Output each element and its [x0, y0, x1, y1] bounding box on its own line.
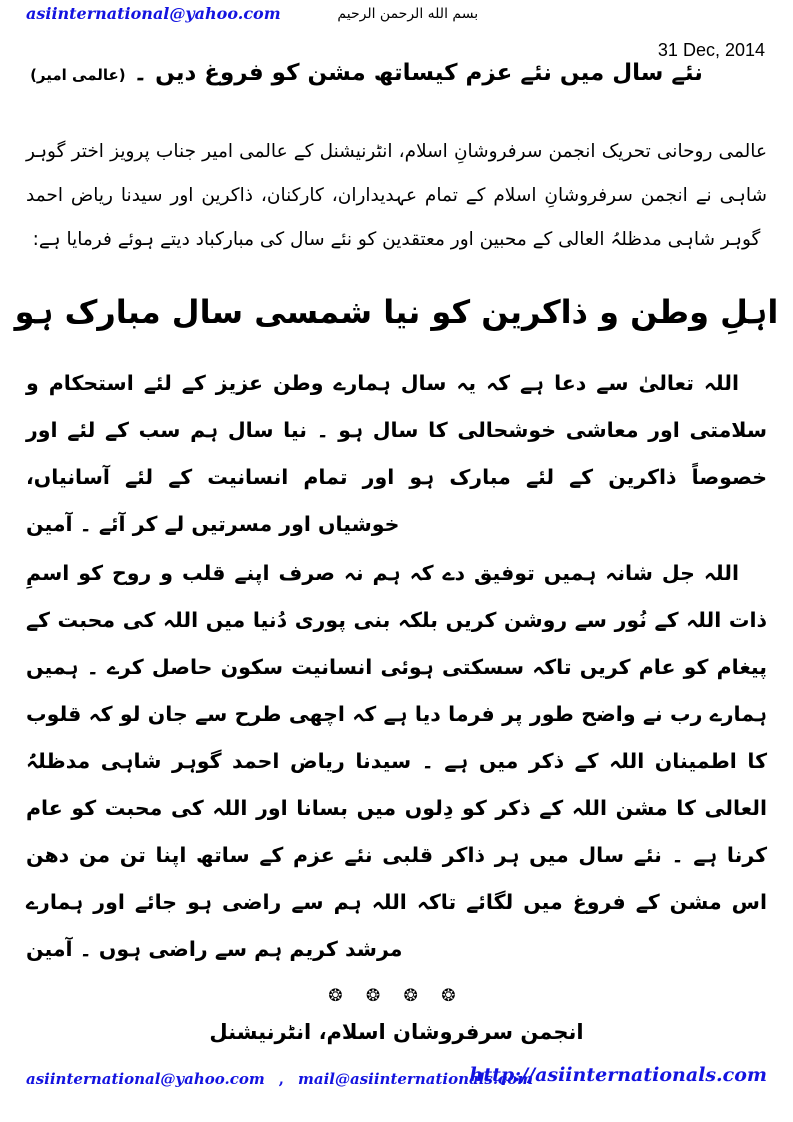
greeting-headline: اہلِ وطن و ذاکرین کو نیا شمسی سال مبارک ہو	[14, 293, 779, 331]
organization-name: انجمن سرفروشان اسلام، انٹرنیشنل	[209, 1020, 584, 1044]
body-paragraph-1: اللہ تعالیٰ سے دعا ہے کہ یہ سال ہمارے وطن عزیز کے لئے استحکام و سلامتی اور معاشی خوشحالی کا سال ہو ۔ نیا سال ہم سب کے لئے اور خصوصاً ذاکرین کے لئے مبارک ہو اور تمام انسانیت کے لئے آسانیاں، خوشیاں اور مسرتیں لے کر آئے ۔ آمین	[26, 371, 767, 536]
footer-email-1-link[interactable]: asiinternational@yahoo.com	[26, 1070, 265, 1088]
bismillah-text: بسم الله الرحمن الرحيم	[337, 6, 479, 22]
footer-separator: ,	[278, 1070, 284, 1088]
footer-email-2-link[interactable]: mail@asiinternationals.com	[297, 1070, 534, 1088]
document-date: 31 Dec, 2014	[657, 40, 765, 60]
footer-contacts	[26, 1070, 533, 1088]
intro-paragraph: عالمی روحانی تحریک انجمن سرفروشانِ اسلام، انٹرنیشنل کے عالمی امیر جناب پرویز اختر گوہر شاہی نے انجمن سرفروشانِ اسلام کے تمام عہدیداران، کارکنان، ذاکرین اور سیدنا ریاض احمد گوہر شاہی مدظلہُ العالی کے محبین اور معتقدین کو نئے سال کی مبارکباد دیتے ہوئے فرمایا ہے:	[26, 141, 767, 250]
heading-attribution: (عالمی امیر)	[30, 66, 126, 84]
body-paragraph-2: اللہ جل شانہ ہمیں توفیق دے کہ ہم نہ صرف اپنے قلب و روح کو اسمِ ذات اللہ کے نُور سے روشن کریں بلکہ بنی پوری دُنیا میں اللہ کی محبت کے پیغام کو عام کریں تاکہ سسکتی ہوئی انسانیت سکون حاصل کرے ۔ ہمیں ہمارے رب نے واضح طور پر فرما دیا ہے کہ اچھی طرح سے جان لو کہ قلوب کا اطمینان اللہ کے ذکر میں ہے ۔ سیدنا ریاض احمد گوہر شاہی مدظلہُ العالی کا مشن اللہ کے ذکر کو دِلوں میں بسانا اور اللہ کی محبت کو عام کرنا ہے ۔ نئے سال میں ہر ذاکر قلبی نئے عزم کے ساتھ اپنا تن من دھن اس مشن کے فروغ میں لگائے تاکہ اللہ ہم سے راضی ہو جائے اور ہمارے مرشد کریم ہم سے راضی ہوں ۔ آمین	[26, 561, 767, 961]
document-heading	[0, 56, 733, 91]
heading-main-text: نئے سال میں نئے عزم کیساتھ مشن کو فروغ دیں ۔	[133, 60, 703, 86]
footer-website-link[interactable]: http://asiinternationals.com	[469, 1064, 767, 1086]
header-email-link[interactable]: asiinternational@yahoo.com	[26, 4, 281, 23]
star-ornament-divider: ❂ ❂ ❂ ❂	[328, 986, 465, 1006]
